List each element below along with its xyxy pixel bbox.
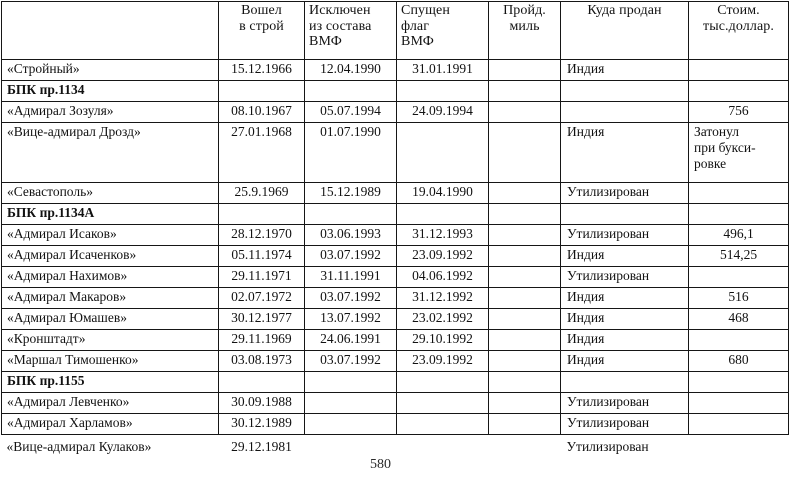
cell-commissioned-date: 05.11.1974 <box>219 246 305 267</box>
cell-cost <box>689 60 789 81</box>
table-group-row <box>2 204 789 225</box>
cell-flag-lowered-date <box>397 123 489 183</box>
cell-miles <box>489 435 561 466</box>
cell-ship-name: «Адмирал Исаков» <box>2 225 219 246</box>
cell-commissioned-date: 27.01.1968 <box>219 123 305 183</box>
cell-cost <box>689 393 789 414</box>
column-header-sold-line1: Куда продан <box>587 3 662 18</box>
cell-ship-name: «Маршал Тимошенко» <box>2 351 219 372</box>
cell-ship-name: «Вице-адмирал Дрозд» <box>2 123 219 183</box>
cell-cost: 496,1 <box>689 225 789 246</box>
cell-cost <box>689 414 789 435</box>
cell-flag-lowered-date: 31.01.1991 <box>397 60 489 81</box>
column-header-sold-to <box>561 2 689 60</box>
cell-flag-lowered-date: 19.04.1990 <box>397 183 489 204</box>
cell-struck-date <box>305 81 397 102</box>
cell-sold-to: Индия <box>561 309 689 330</box>
cell-sold-to: Индия <box>561 60 689 81</box>
cell-flag-lowered-date: 04.06.1992 <box>397 267 489 288</box>
table-header <box>2 2 789 60</box>
cell-cost <box>689 81 789 102</box>
cell-miles <box>489 351 561 372</box>
cell-cost-line2: при букси- <box>694 139 756 155</box>
table-row <box>2 60 789 81</box>
page-number: 580 <box>370 457 391 472</box>
cell-miles <box>489 81 561 102</box>
cell-sold-to: Утилизирован <box>561 435 689 466</box>
cell-flag-lowered-date: 23.09.1992 <box>397 246 489 267</box>
cell-commissioned-date <box>219 81 305 102</box>
cell-commissioned-date: 08.10.1967 <box>219 102 305 123</box>
cell-miles <box>489 267 561 288</box>
table-row <box>2 225 789 246</box>
cell-commissioned-date: 28.12.1970 <box>219 225 305 246</box>
cell-ship-name: «Вице-адмирал Кулаков» <box>2 435 219 466</box>
cell-ship-name: «Кронштадт» <box>2 330 219 351</box>
group-label: БПК пр.1134 <box>2 81 219 102</box>
ship-decommission-table <box>1 1 789 465</box>
column-header-commissioned <box>219 2 305 60</box>
cell-commissioned-date: 29.11.1969 <box>219 330 305 351</box>
column-header-flag-line3: ВМФ <box>401 34 434 50</box>
table-row <box>2 393 789 414</box>
table-row <box>2 330 789 351</box>
cell-ship-name: «Адмирал Юмашев» <box>2 309 219 330</box>
cell-ship-name: «Адмирал Левченко» <box>2 393 219 414</box>
cell-sold-to: Индия <box>561 330 689 351</box>
cell-sold-to: Утилизирован <box>561 225 689 246</box>
column-header-struck-from-navy <box>305 2 397 60</box>
cell-sold-to: Индия <box>561 351 689 372</box>
column-header-cost-line2: тыс.доллар. <box>703 18 774 34</box>
table-group-row <box>2 372 789 393</box>
cell-miles <box>489 372 561 393</box>
cell-sold-to <box>561 372 689 393</box>
cell-cost <box>689 123 789 183</box>
cell-commissioned-date: 02.07.1972 <box>219 288 305 309</box>
column-header-miles-travelled <box>489 2 561 60</box>
column-header-commissioned-line1: Вошел <box>241 3 282 18</box>
cell-struck-date <box>305 393 397 414</box>
table-row <box>2 414 789 435</box>
table-header-row <box>2 2 789 60</box>
cell-sold-to <box>561 81 689 102</box>
column-header-cost <box>689 2 789 60</box>
cell-ship-name: «Адмирал Нахимов» <box>2 267 219 288</box>
table-row <box>2 435 789 466</box>
cell-struck-date: 01.07.1990 <box>305 123 397 183</box>
cell-commissioned-date: 30.12.1977 <box>219 309 305 330</box>
cell-commissioned-date: 25.9.1969 <box>219 183 305 204</box>
cell-flag-lowered-date: 24.09.1994 <box>397 102 489 123</box>
cell-miles <box>489 102 561 123</box>
cell-cost <box>689 435 789 466</box>
cell-sold-to: Индия <box>561 246 689 267</box>
cell-sold-to: Утилизирован <box>561 183 689 204</box>
cell-commissioned-date: 29.11.1971 <box>219 267 305 288</box>
cell-miles <box>489 246 561 267</box>
column-header-cost-line1: Стоим. <box>717 3 760 18</box>
column-header-struck-line3: ВМФ <box>309 34 342 50</box>
cell-struck-date: 03.07.1992 <box>305 351 397 372</box>
table-row <box>2 102 789 123</box>
cell-cost: 468 <box>689 309 789 330</box>
cell-struck-date: 12.04.1990 <box>305 60 397 81</box>
cell-cost <box>689 372 789 393</box>
cell-cost <box>689 267 789 288</box>
cell-commissioned-date <box>219 204 305 225</box>
cell-struck-date: 03.06.1993 <box>305 225 397 246</box>
cell-flag-lowered-date <box>397 435 489 466</box>
cell-flag-lowered-date: 31.12.1992 <box>397 288 489 309</box>
cell-flag-lowered-date <box>397 372 489 393</box>
cell-miles <box>489 183 561 204</box>
cell-struck-date <box>305 204 397 225</box>
cell-cost-line3: ровке <box>694 155 727 171</box>
cell-struck-date: 05.07.1994 <box>305 102 397 123</box>
cell-commissioned-date <box>219 372 305 393</box>
cell-flag-lowered-date: 23.02.1992 <box>397 309 489 330</box>
cell-struck-date: 31.11.1991 <box>305 267 397 288</box>
cell-flag-lowered-date: 31.12.1993 <box>397 225 489 246</box>
column-header-commissioned-line2: в строй <box>239 18 284 34</box>
cell-commissioned-date: 30.12.1989 <box>219 414 305 435</box>
cell-miles <box>489 60 561 81</box>
cell-miles <box>489 309 561 330</box>
cell-miles <box>489 393 561 414</box>
cell-flag-lowered-date: 29.10.1992 <box>397 330 489 351</box>
cell-flag-lowered-date <box>397 204 489 225</box>
column-header-flag-line2: флаг <box>401 18 430 34</box>
cell-sold-to: Утилизирован <box>561 393 689 414</box>
table-group-row <box>2 81 789 102</box>
cell-flag-lowered-date <box>397 414 489 435</box>
cell-flag-lowered-date <box>397 81 489 102</box>
table-row <box>2 246 789 267</box>
cell-cost: 514,25 <box>689 246 789 267</box>
column-header-ship-name <box>2 2 219 60</box>
cell-sold-to: Утилизирован <box>561 414 689 435</box>
cell-cost <box>689 204 789 225</box>
cell-struck-date: 24.06.1991 <box>305 330 397 351</box>
cell-sold-to: Индия <box>561 123 689 183</box>
cell-commissioned-date: 29.12.1981 <box>219 435 305 466</box>
group-label: БПК пр.1134А <box>2 204 219 225</box>
cell-struck-date <box>305 414 397 435</box>
cell-ship-name: «Адмирал Исаченков» <box>2 246 219 267</box>
column-header-miles-line1: Пройд. <box>503 3 546 18</box>
cell-sold-to: Утилизирован <box>561 267 689 288</box>
cell-miles <box>489 330 561 351</box>
cell-commissioned-date: 15.12.1966 <box>219 60 305 81</box>
table-body <box>2 60 789 466</box>
table-row <box>2 267 789 288</box>
column-header-flag-line1: Спущен <box>401 3 450 18</box>
cell-sold-to <box>561 102 689 123</box>
cell-cost: 516 <box>689 288 789 309</box>
column-header-miles-line2: миль <box>509 18 540 34</box>
cell-cost: 680 <box>689 351 789 372</box>
table-row <box>2 309 789 330</box>
cell-struck-date <box>305 372 397 393</box>
cell-struck-date: 03.07.1992 <box>305 246 397 267</box>
column-header-flag-lowered <box>397 2 489 60</box>
cell-ship-name: «Адмирал Зозуля» <box>2 102 219 123</box>
cell-cost <box>689 183 789 204</box>
table-row <box>2 183 789 204</box>
column-header-struck-line1: Исключен <box>309 3 371 18</box>
group-label: БПК пр.1155 <box>2 372 219 393</box>
cell-sold-to <box>561 204 689 225</box>
cell-flag-lowered-date <box>397 393 489 414</box>
cell-commissioned-date: 03.08.1973 <box>219 351 305 372</box>
cell-miles <box>489 204 561 225</box>
cell-ship-name: «Стройный» <box>2 60 219 81</box>
table-row <box>2 288 789 309</box>
cell-sold-to: Индия <box>561 288 689 309</box>
cell-miles <box>489 288 561 309</box>
cell-cost <box>689 330 789 351</box>
cell-struck-date: 15.12.1989 <box>305 183 397 204</box>
cell-miles <box>489 225 561 246</box>
table-row <box>2 123 789 183</box>
cell-flag-lowered-date: 23.09.1992 <box>397 351 489 372</box>
cell-ship-name: «Адмирал Харламов» <box>2 414 219 435</box>
cell-commissioned-date: 30.09.1988 <box>219 393 305 414</box>
cell-ship-name: «Севастополь» <box>2 183 219 204</box>
column-header-struck-line2: из состава <box>309 18 372 34</box>
cell-miles <box>489 414 561 435</box>
cell-cost: 756 <box>689 102 789 123</box>
cell-cost-line1: Затонул <box>694 124 739 139</box>
cell-miles <box>489 123 561 183</box>
cell-struck-date: 03.07.1992 <box>305 288 397 309</box>
table-row <box>2 351 789 372</box>
cell-ship-name: «Адмирал Макаров» <box>2 288 219 309</box>
cell-struck-date: 13.07.1992 <box>305 309 397 330</box>
